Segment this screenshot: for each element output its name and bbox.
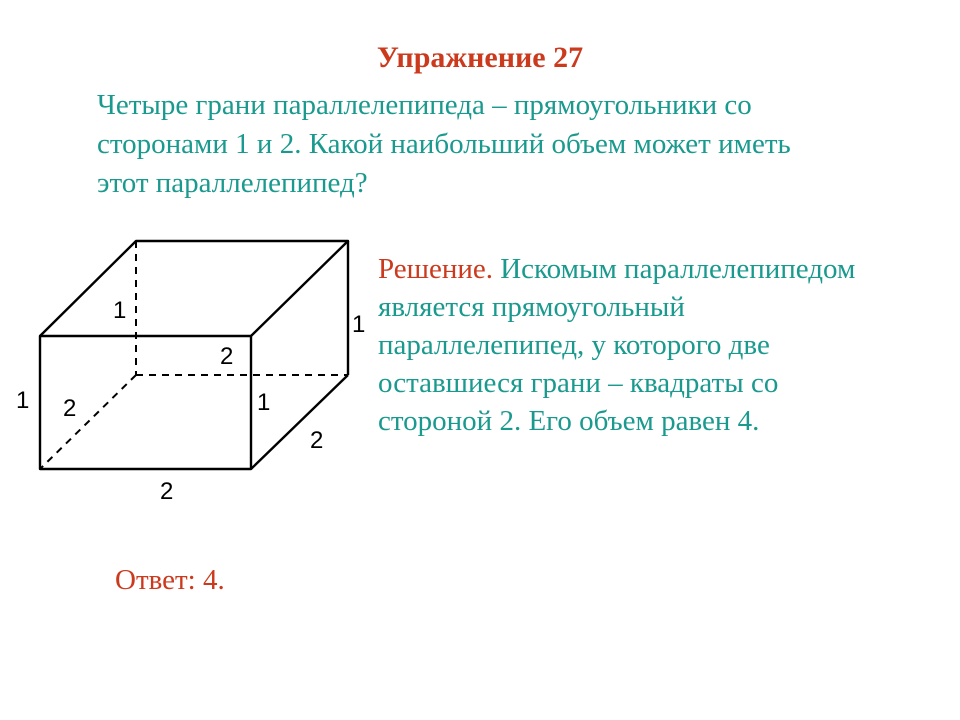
problem-line: сторонами 1 и 2. Какой наибольший объем может иметь	[97, 128, 791, 160]
label-inner-horizontal: 2	[220, 343, 234, 370]
label-right-diagonal: 2	[310, 427, 324, 454]
hidden-edge-diagonal	[40, 375, 136, 469]
solution-lead: Решение.	[378, 253, 493, 285]
hidden-edges	[40, 241, 348, 469]
label-front-right-edge: 1	[257, 389, 271, 416]
problem-statement	[97, 86, 897, 203]
answer-text: Ответ: 4.	[115, 564, 225, 596]
solution-line-text: Искомым параллелепипедом	[500, 253, 856, 285]
solution-line: стороной 2. Его объем равен 4.	[378, 405, 760, 437]
solution-text	[378, 250, 938, 440]
solution-line: является прямоугольный	[378, 291, 685, 323]
parallelepiped-figure	[0, 220, 400, 510]
solution-line: параллелепипед, у которого две	[378, 329, 770, 361]
label-top-left-edge: 1	[113, 297, 127, 324]
top-face-edges	[40, 241, 348, 336]
solution-line	[378, 250, 938, 288]
label-top-right-edge: 1	[352, 311, 366, 338]
problem-line: Четыре грани параллелепипеда – прямоугольники со	[97, 89, 752, 121]
label-inner-diagonal: 2	[63, 395, 77, 422]
label-left-edge: 1	[16, 387, 30, 414]
slide-title: Упражнение 27	[376, 41, 584, 74]
solution-line: оставшиеся грани – квадраты со	[378, 367, 779, 399]
problem-line: этот параллелепипед?	[97, 167, 368, 199]
label-bottom-edge: 2	[160, 478, 174, 505]
visible-edges	[40, 241, 348, 469]
